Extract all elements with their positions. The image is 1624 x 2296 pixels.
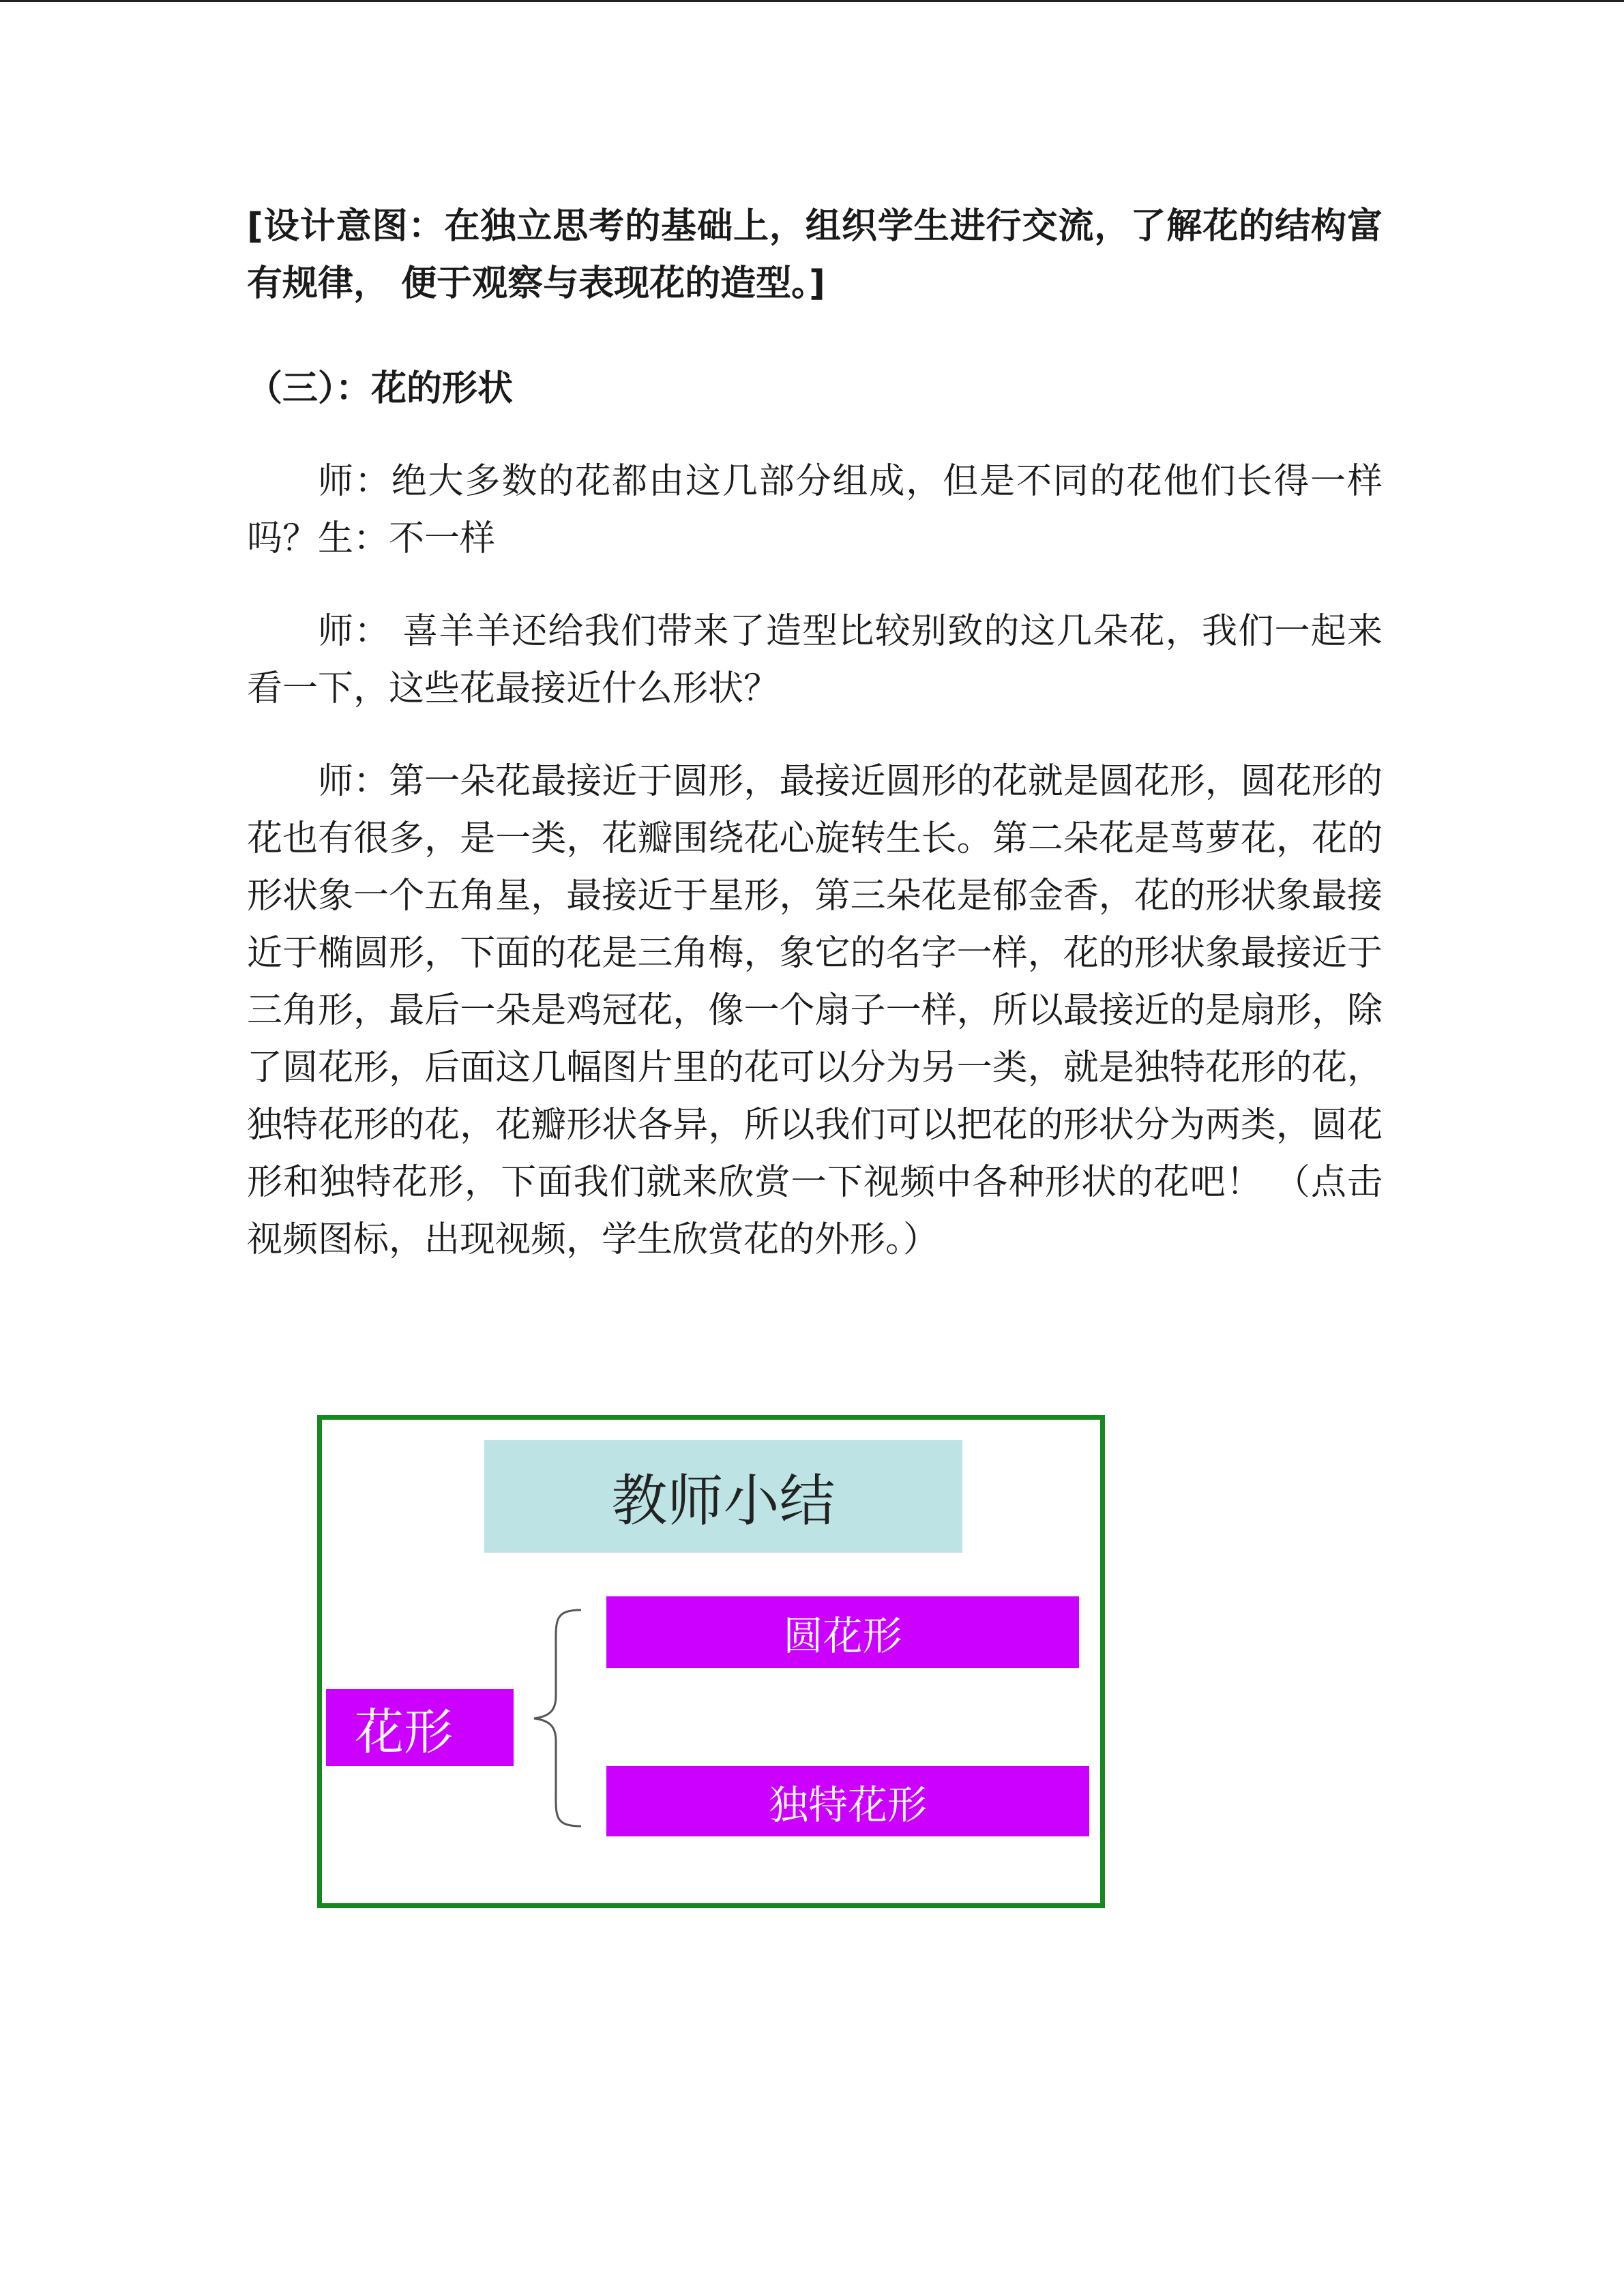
curly-brace-connector [530, 1607, 585, 1829]
diagram-root-label: 花形 [326, 1689, 514, 1766]
diagram-branch-unique: 独特花形 [606, 1766, 1089, 1836]
document-body [247, 198, 1383, 1268]
design-intent-note: [设计意图：在独立思考的基础上，组织学生进行交流，了解花的结构富有规律， 便于观察与表现花的造型。] [247, 206, 1383, 304]
paragraph-dialogue-1: 师：绝大多数的花都由这几部分组成，但是不同的花他们长得一样吗？生：不一样 [247, 461, 1383, 559]
section-heading: （三）：花的形状 [247, 368, 514, 409]
page-top-rule [0, 0, 1624, 2]
diagram-branch-round: 圆花形 [606, 1596, 1079, 1668]
paragraph-dialogue-3: 师：第一朵花最接近于圆形，最接近圆形的花就是圆花形，圆花形的花也有很多，是一类，花瓣围绕花心旋转生长。第二朵花是茑萝花，花的形状象一个五角星，最接近于星形，第三朵花是郁金香，花的形状象最接近于椭圆形，下面的花是三角梅，象它的名字一样，花的形状象最接近于三角形，最后一朵是鸡冠花，像一个扇子一样，所以最接近的是扇形，除了圆花形，后面这几幅图片里的花可以分为另一类，就是独特花形的花，独特花形的花，花瓣形状各异，所以我们可以把花的形状分为两类，圆花形和独特花形，下面我们就来欣赏一下视频中各种形状的花吧！ （点击视频图标，出现视频，学生欣赏花的外形。） [247, 761, 1383, 1260]
teacher-summary-diagram [317, 1415, 1105, 1908]
diagram-title-box: 教师小结 [484, 1440, 962, 1553]
paragraph-dialogue-2: 师： 喜羊羊还给我们带来了造型比较别致的这几朵花，我们一起来看一下，这些花最接近什么形状？ [247, 611, 1383, 709]
